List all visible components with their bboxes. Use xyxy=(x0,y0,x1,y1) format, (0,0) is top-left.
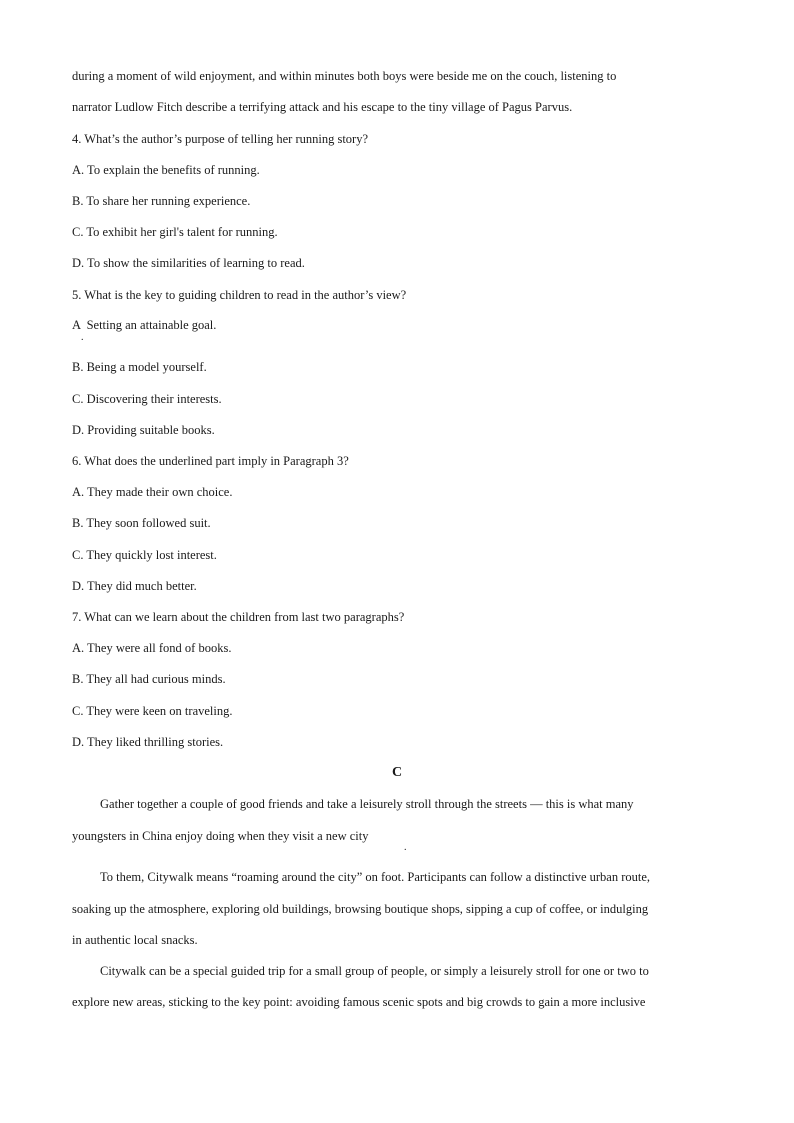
q6-option-a: A. They made their own choice. xyxy=(72,485,233,499)
q7-option-d: D. They liked thrilling stories. xyxy=(72,735,224,749)
q4-option-b: B. To share her running experience. xyxy=(72,194,251,208)
question-stem-5: 5. What is the key to guiding children to read in the author’s view? xyxy=(72,288,407,302)
q6-option-b: B. They soon followed suit. xyxy=(72,516,211,530)
stray-dot-mark: . xyxy=(404,842,407,853)
q4-option-d: D. To show the similarities of learning to read. xyxy=(72,256,305,270)
passage-line: during a moment of wild enjoyment, and within minutes both boys were beside me on the couch, listening to xyxy=(72,69,617,83)
passage-line: narrator Ludlow Fitch describe a terrifying attack and his escape to the tiny village of Pagus Parvus. xyxy=(72,100,573,114)
q7-option-a: A. They were all fond of books. xyxy=(72,641,232,655)
passage-line: in authentic local snacks. xyxy=(72,933,198,947)
q7-option-c: C. They were keen on traveling. xyxy=(72,704,233,718)
question-stem-7: 7. What can we learn about the children from last two paragraphs? xyxy=(72,610,405,624)
q6-option-c: C. They quickly lost interest. xyxy=(72,548,217,562)
section-heading: C xyxy=(391,765,403,780)
q4-option-a: A. To explain the benefits of running. xyxy=(72,163,260,177)
q5-option-d: D. Providing suitable books. xyxy=(72,423,215,437)
q4-option-c: C. To exhibit her girl's talent for running. xyxy=(72,225,278,239)
passage-line: youngsters in China enjoy doing when they visit a new city xyxy=(72,829,369,843)
q7-option-b: B. They all had curious minds. xyxy=(72,672,226,686)
question-stem-4: 4. What’s the author’s purpose of telling her running story? xyxy=(72,132,369,146)
q5-option-a: A Setting an attainable goal. xyxy=(72,318,217,332)
passage-line: To them, Citywalk means “roaming around the city” on foot. Participants can follow a distinctive urban route, xyxy=(100,870,651,884)
passage-line: soaking up the atmosphere, exploring old buildings, browsing boutique shops, sipping a cup of coffee, or indulging xyxy=(72,902,649,916)
question-stem-6: 6. What does the underlined part imply in Paragraph 3? xyxy=(72,454,349,468)
passage-line: Citywalk can be a special guided trip for a small group of people, or simply a leisurely stroll for one or two to xyxy=(100,964,649,978)
passage-line: Gather together a couple of good friends and take a leisurely stroll through the streets — this is what many xyxy=(100,797,634,811)
passage-line: explore new areas, sticking to the key point: avoiding famous scenic spots and big crowds to gain a more inclusive xyxy=(72,995,646,1009)
q5-option-b: B. Being a model yourself. xyxy=(72,360,207,374)
q5-option-c: C. Discovering their interests. xyxy=(72,392,222,406)
q6-option-d: D. They did much better. xyxy=(72,579,197,593)
stray-dot-mark: . xyxy=(81,332,84,343)
